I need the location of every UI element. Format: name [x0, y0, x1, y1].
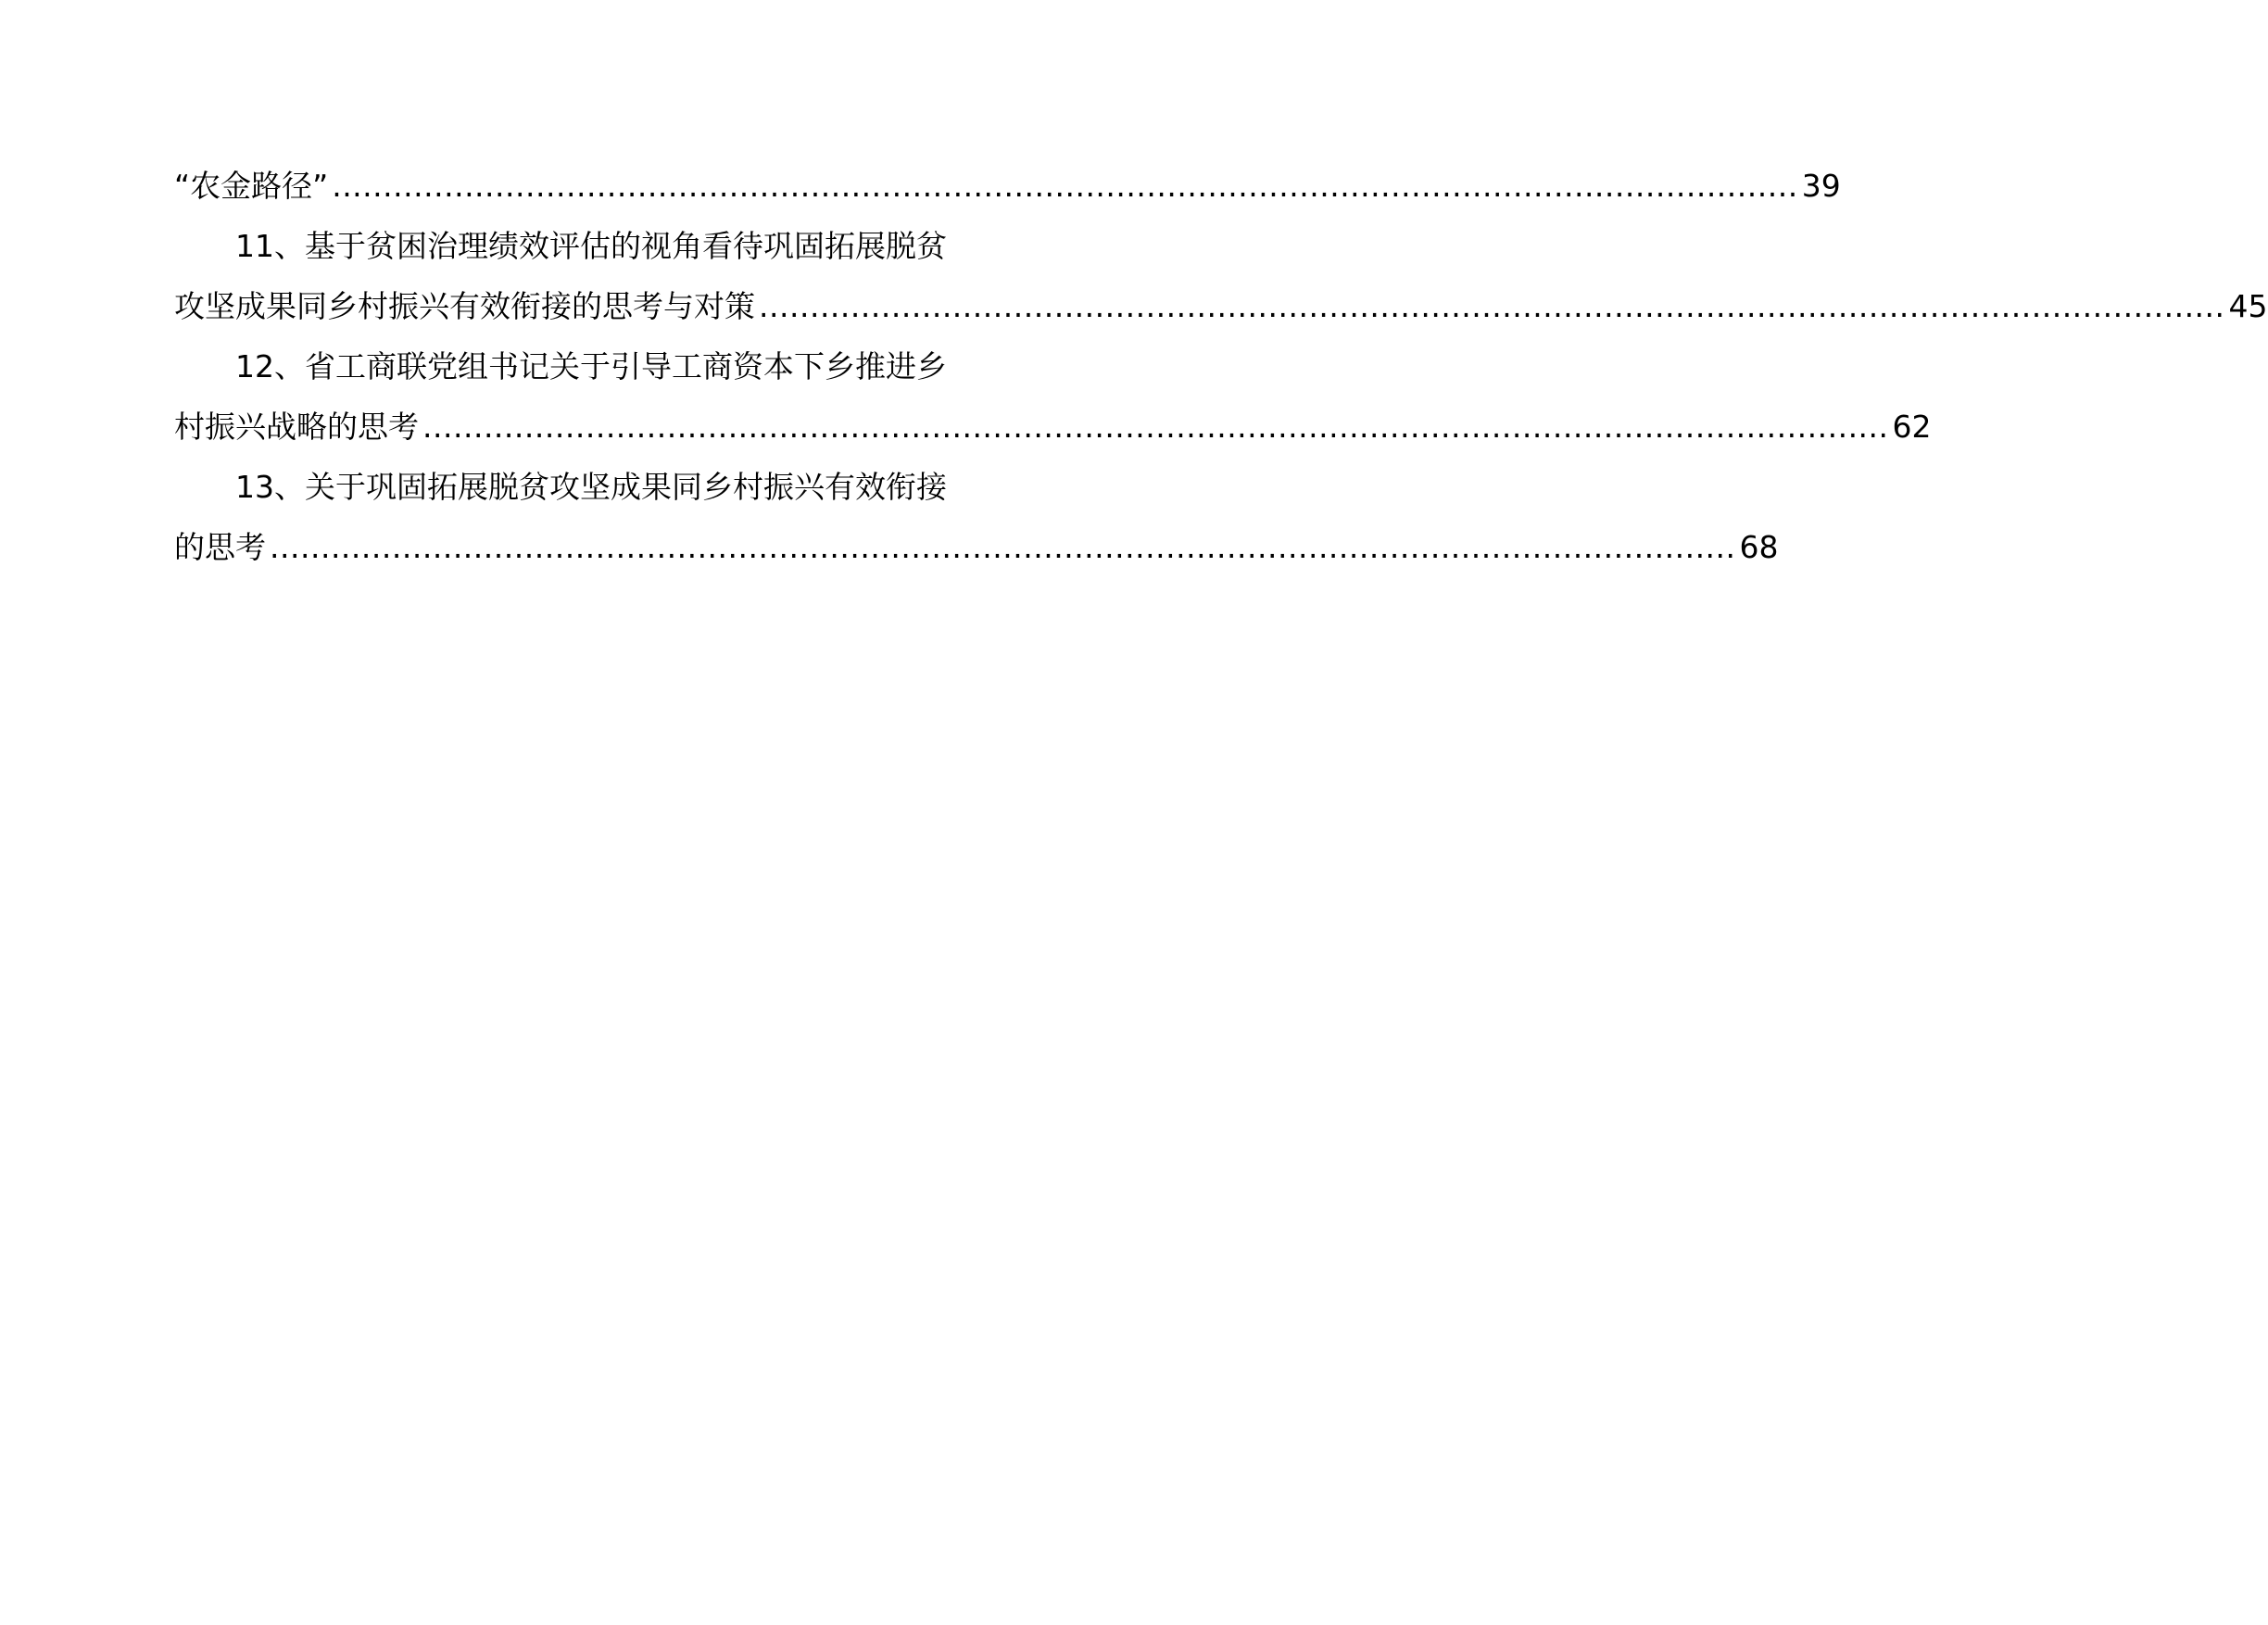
- toc-entry-line[interactable]: [174, 517, 1779, 577]
- toc-page-number: 62: [1892, 409, 1932, 445]
- toc-page-number: 39: [1801, 168, 1841, 204]
- dot-leader: ................................................................................................................................................: [759, 288, 2225, 324]
- toc-entry-text: “农金路径”: [174, 168, 329, 204]
- toc-heading-line: [174, 457, 977, 517]
- toc-heading-text: 12、省工商联党组书记关于引导工商资本下乡推进乡: [235, 348, 947, 384]
- toc-entry-line[interactable]: [174, 276, 2268, 336]
- dot-leader: ................................................................................................................................................: [270, 529, 1736, 565]
- toc-heading-text: 13、关于巩固拓展脱贫攻坚成果同乡村振兴有效衔接: [235, 469, 947, 505]
- toc-entry-text: 的思考: [174, 529, 266, 565]
- dot-leader: ................................................................................................................................................: [332, 168, 1798, 204]
- toc-entry-text: 攻坚成果同乡村振兴有效衔接的思考与对策: [174, 288, 755, 324]
- table-of-contents: [174, 156, 2268, 577]
- dot-leader: ................................................................................................................................................: [422, 409, 1889, 445]
- toc-page-number: 45: [2228, 288, 2268, 324]
- toc-heading-text: 11、基于贫困治理绩效评估的视角看待巩固拓展脱贫: [235, 228, 947, 264]
- toc-heading-line: [174, 216, 977, 276]
- toc-entry-text: 村振兴战略的思考: [174, 409, 419, 445]
- toc-entry-line[interactable]: [174, 397, 1932, 457]
- toc-entry-line[interactable]: [174, 156, 1841, 216]
- toc-heading-line: [174, 336, 977, 397]
- toc-page-number: 68: [1739, 529, 1779, 565]
